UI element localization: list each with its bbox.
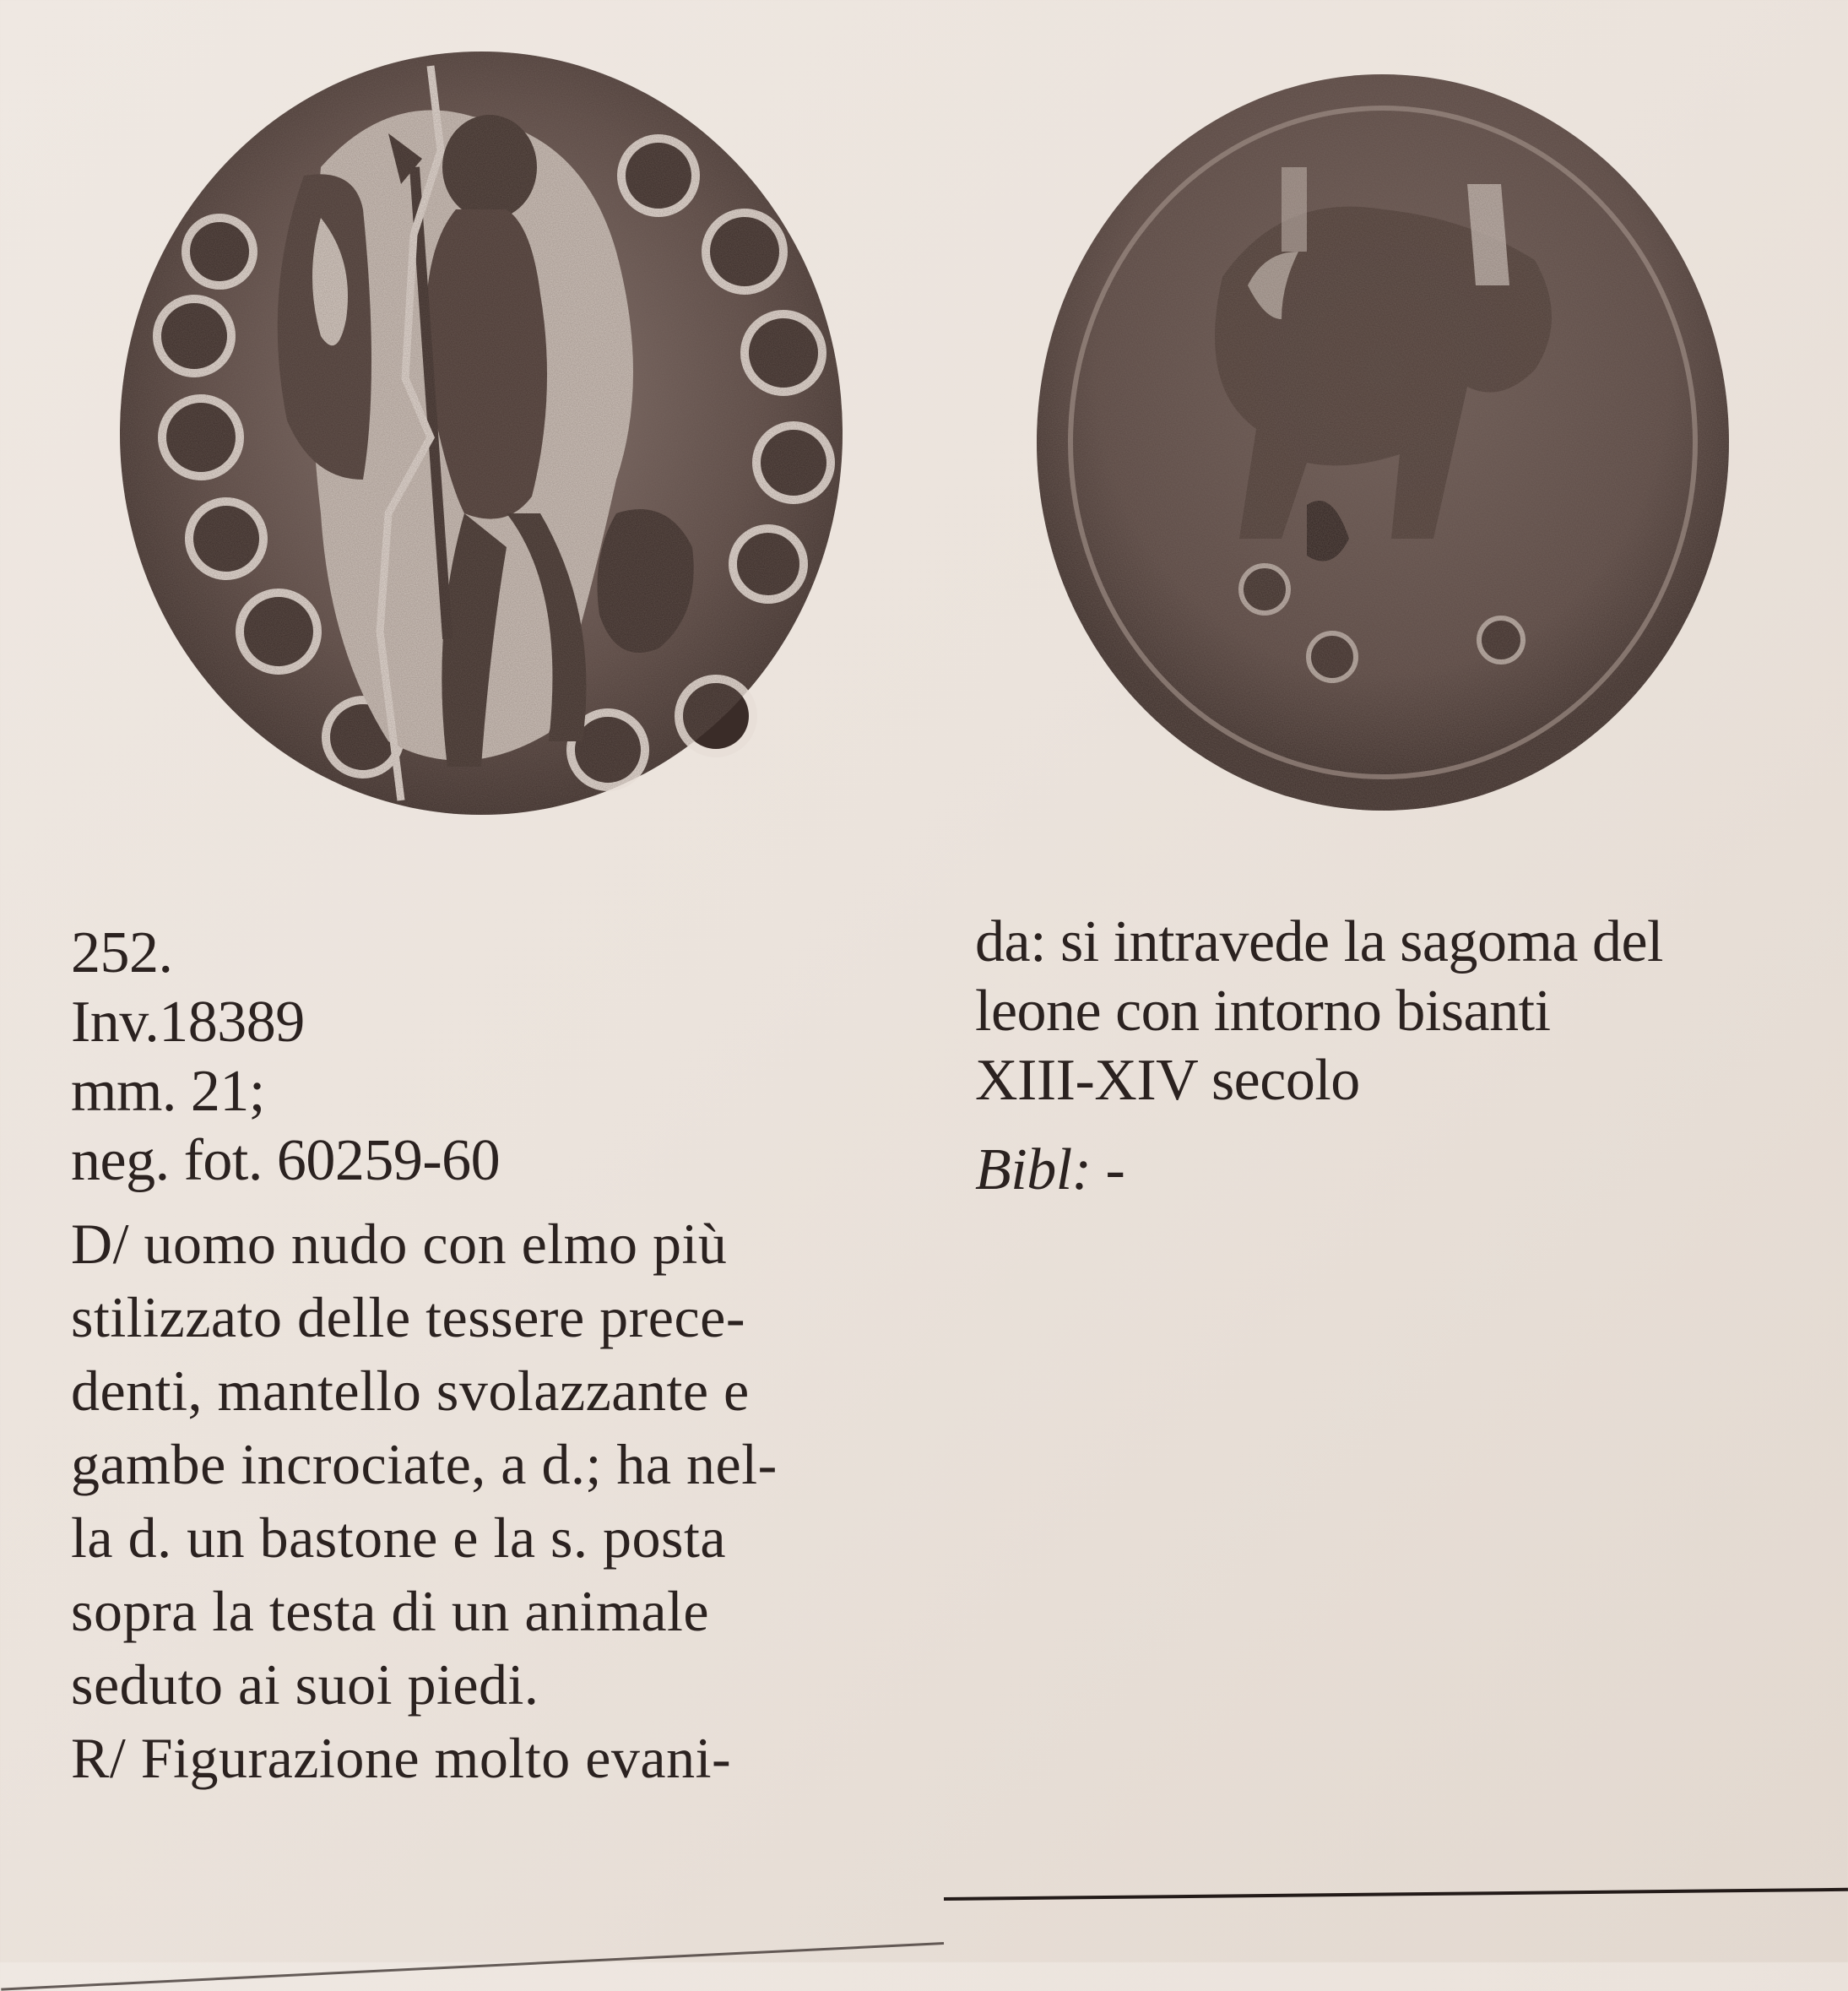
description-line: D/ uomo nudo con elmo più <box>71 1212 728 1276</box>
bibliography-value: - <box>1091 1137 1125 1202</box>
description-line: seduto ai suoi piedi. <box>71 1652 539 1717</box>
description-line: stilizzato delle tessere prece- <box>71 1285 745 1349</box>
continuation-line: leone con intorno bisanti <box>975 979 1551 1044</box>
entry-number: 252. <box>71 920 173 985</box>
coin-reverse-image <box>1028 66 1737 819</box>
photo-negative-number: neg. fot. 60259-60 <box>71 1128 501 1193</box>
description-line: denti, mantello svolazzante e <box>71 1359 750 1423</box>
dating-line: XIII-XIV secolo <box>975 1048 1360 1113</box>
catalogue-entry-left-column <box>71 919 932 1795</box>
description-line: sopra la testa di un animale <box>71 1579 710 1643</box>
continuation-line: da: si intravede la sagoma del <box>975 909 1663 974</box>
bibliography-label: Bibl: <box>975 1137 1092 1202</box>
coin-size: mm. 21; <box>71 1059 265 1124</box>
coin-obverse-image <box>110 41 853 826</box>
description-line: gambe incrociate, a d.; ha nel- <box>71 1432 778 1496</box>
coin-description <box>71 1207 932 1795</box>
catalogue-entry-right-column <box>975 908 1819 1205</box>
coin-reverse-icon <box>1028 66 1737 819</box>
coin-obverse-icon <box>110 41 853 826</box>
description-line: R/ Figurazione molto evani- <box>71 1726 732 1790</box>
inventory-number: Inv.18389 <box>71 990 305 1055</box>
bottom-rule <box>944 1888 1848 1901</box>
bottom-rule-left <box>1 1942 944 1991</box>
description-line: la d. un bastone e la s. posta <box>71 1505 727 1570</box>
bibliography <box>975 1136 1819 1205</box>
